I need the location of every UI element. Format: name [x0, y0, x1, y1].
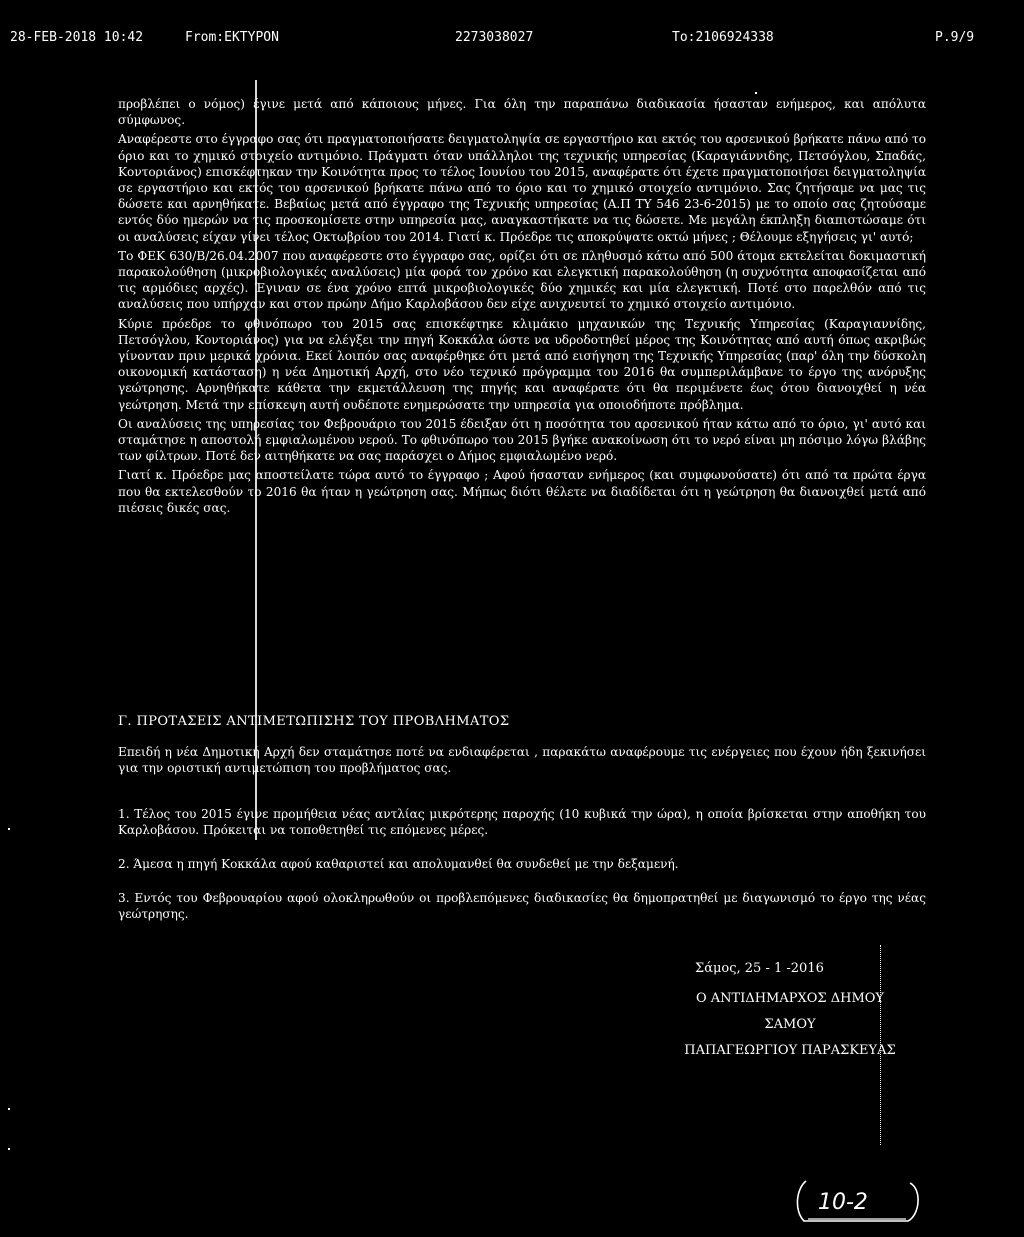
handwritten-stamp — [788, 1175, 928, 1227]
signature-title-line2: ΣΑΜΟΥ — [764, 1017, 816, 1032]
fax-to: To:2106924338 — [672, 30, 774, 45]
paragraph: Γιατί κ. Πρόεδρε μας αποστείλατε τώρα αυτό το έγγραφο ; Αφού ήσασταν ενήμερος (και συμφωνούσατε) ότι από τα πρώτα έργα που θα εκτελεσθούν το 2016 θα ήταν η γεώτρηση σας. Μήπως διότι θέλετε να διαδίδεται ότι η γεώτρηση θα διανοιχθεί μετά από πιέσεις δικές σας. — [118, 468, 926, 515]
signature-date: Σάμος, 25 - 1 -2016 — [695, 961, 824, 976]
fax-number: 2273038027 — [455, 30, 534, 45]
paragraph: Οι αναλύσεις της υπηρεσίας τον Φεβρουάριο του 2015 έδειξαν ότι η ποσότητα του αρσενικού ήταν κάτω από το όριο, γι' αυτό και σταμάτησε η αποστολή εμφιαλωμένου νερού. Το φθινόπωρο του 2015 βγήκε ανακοίνωση ότι το νερό είναι μη πόσιμο λόγω βλάβης των φίλτρων. Ποτέ δεν αιτηθήκατε να σας παράσχει ο Δήμος εμφιαλωμένο νερό. — [118, 416, 926, 464]
signature-name: ΠΑΠΑΓΕΩΡΓΙΟΥ ΠΑΡΑΣΚΕΥΑΣ — [684, 1043, 896, 1058]
action-list — [118, 806, 926, 940]
document-body — [118, 96, 926, 519]
fax-from: From:EKTYPON — [185, 30, 279, 45]
scan-speck — [8, 1148, 10, 1150]
paragraph: προβλέπει ο νόμος) έγινε μετά από κάποιους μήνες. Για όλη την παραπάνω διαδικασία ήσασταν ενήμερος, και απόλυτα σύμφωνος. — [118, 97, 926, 128]
paragraph: Αναφέρεστε στο έγγραφο σας ότι πραγματοποιήσατε δειγματοληψία σε εργαστήριο και εκτός του αρσενικού βρήκατε πάνω από το όριο και το χημικό στοιχείο αντιμόνιο. Πράγματι όταν υπάλληλοι της τεχνικής υπηρεσίας (Καραγιάννιδης, Πετσόγλου, Σπαδάς, Κοντοριάνος) επισκέφτηκαν την Κοινότητα προς το τέλος Ιουνίου του 2015, αναφέρατε ότι έχετε πραγματοποιήσει δειγματοληψία σε εργαστήριο και εκτός του αρσενικού βρήκατε πάνω από το όριο και το χημικό στοιχείο αντιμόνιο. Σας ζητήσαμε να μας τις δώσετε και αρνηθήκατε. Βεβαίως μετά από έγγραφο της Τεχνικής υπηρεσίας (Α.Π ΤΥ 546 23-6-2015) με το οποίο σας ζητούσαμε εντός δύο ημερών να τις προσκομίσετε στην υπηρεσία μας, αναγκαστήκατε να τις δώσετε. Με μεγάλη έκπληξη διαπιστώσαμε ότι οι αναλύσεις είχαν γίνει τέλος Οκτωβρίου του 2014. Γιατί κ. Πρόεδρε τις αποκρύψατε οκτώ μήνες ; Θέλουμε εξηγήσεις γι' αυτό; — [118, 132, 926, 244]
scan-speck — [755, 92, 757, 94]
list-item: 1. Τέλος του 2015 έγινε προμήθεια νέας αντλίας μικρότερης παροχής (10 κυβικά την ώρα), η οποία βρίσκεται στην αποθήκη του Καρλοβάσου. Πρόκειται να τοποθετηθεί τις επόμενες μέρες. — [118, 807, 926, 837]
paragraph: Το ΦΕΚ 630/Β/26.04.2007 που αναφέρεστε στο έγγραφο σας, ορίζει ότι σε πληθυσμό κάτω από 500 άτομα εκτελείται δοκιμαστική παρακολούθηση (μικροβιολογικές αναλύσεις) μία φορά τον χρόνο και ελεγκτική παρακολούθηση (η συχνότητα αποφασίζεται από τις αρμόδιες αρχές). Έγιναν σε ένα χρόνο επτά μικροβιολογικές δύο χημικές και μία ελεγκτική. Ποτέ στο παρελθόν από τις αναλύσεις που υπήρχαν και στον πρώην Δήμο Καρλοβάσου δεν είχε ανιχνευτεί το χημικό στοιχείο αντιμόνιο. — [118, 248, 926, 312]
scan-speck — [8, 828, 10, 830]
fax-page: P.9/9 — [935, 30, 975, 45]
list-item: 3. Εντός του Φεβρουαρίου αφού ολοκληρωθούν οι προβλεπόμενες διαδικασίες θα δημοπρατηθεί με διαγωνισμό το έργο της νέας γεώτρησης. — [118, 891, 926, 921]
paragraph: Κύριε πρόεδρε το φθινόπωρο του 2015 σας επισκέφτηκε κλιμάκιο μηχανικών της Τεχνικής Υπηρεσίας (Καραγιαννίδης, Πετσόγλου, Κοντοριάνος) για να ελέγξει την πηγή Κοκκάλα ώστε να υδροδοτηθεί μέρος της Κοινότητας από αυτή όπως ακριβώς γίνονταν πριν μερικά χρόνια. Εκεί λοιπόν σας αναφέρθηκε ότι μετά από εισήγηση της Τεχνικής Υπηρεσίας (παρ' όλη την δύσκολη οικονομική κατάσταση) η νέα Δημοτική Αρχή, στο νέο τεχνικό πρόγραμμα του 2016 θα συμπεριλάμβανε το έργο της ανόρυξης γεώτρησης. Αρνηθήκατε κάθετα την εκμετάλλευση της πηγής και αναφέρατε ότι θα περιμένετε έως ότου διανοιχθεί η νέα γεώτρηση. Μετά την επίσκεψη αυτή ουδέποτε ενημερώσατε την υπηρεσία για οποιοδήποτε πρόβλημα. — [118, 316, 926, 412]
signature-block — [600, 960, 980, 1068]
fax-date-time: 28-FEB-2018 10:42 — [10, 30, 144, 45]
stamp-text: 10-2 — [818, 1190, 868, 1215]
scan-speck — [8, 1108, 10, 1110]
fax-header — [0, 30, 1024, 54]
signature-title: Ο ΑΝΤΙΔΗΜΑΡΧΟΣ ΔΗΜΟΥ — [695, 991, 885, 1006]
intro-paragraph: Επειδή η νέα Δημοτική Αρχή δεν σταμάτησε ποτέ να ενδιαφέρεται , παρακάτω αναφέρουμε τις ενέργειες που έχουν ήδη ξεκινήσει για την οριστική αντιμετώπιση του προβλήματος σας. — [118, 745, 926, 775]
section-heading: Γ. ΠΡΟΤΑΣΕΙΣ ΑΝΤΙΜΕΤΩΠΙΣΗΣ ΤΟΥ ΠΡΟΒΛΗΜΑΤΟΣ — [118, 714, 510, 729]
list-item: 2. Άμεσα η πηγή Κοκκάλα αφού καθαριστεί και απολυμανθεί θα συνδεθεί με την δεξαμενή. — [118, 857, 679, 871]
